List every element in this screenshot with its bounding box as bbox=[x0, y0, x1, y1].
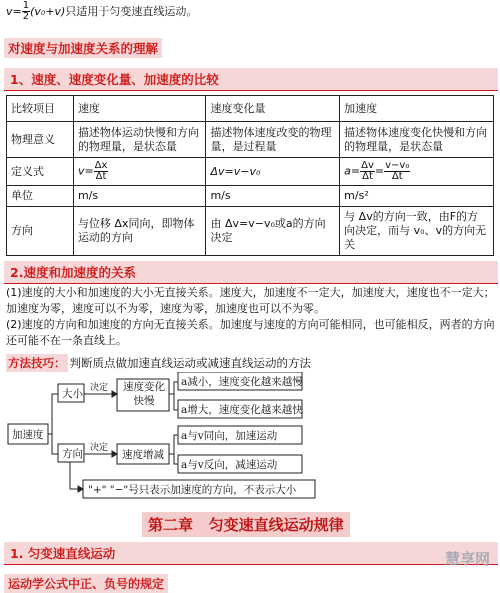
paragraph-magnitude: (1)速度的大小和加速度的大小无直接关系。速度大，加速度不一定大，加速度大，速度也不一定大；加速度为零，速度可以不为零，速度为零，加速度也可以不为零。 bbox=[6, 286, 495, 315]
table-cell: m/s bbox=[206, 186, 340, 207]
chapter-title: 第二章 匀变速直线运动规律 bbox=[142, 512, 350, 537]
half-fraction: $\frac{1}{2}$ bbox=[22, 0, 30, 22]
subsection-header-sign-rule: 运动学公式中正、负号的规定 bbox=[4, 574, 168, 593]
table-row bbox=[7, 186, 494, 207]
table-cell-delta-v-formula: Δv=v−v₀ bbox=[206, 158, 340, 186]
diagram-root-label: 加速度 bbox=[12, 429, 44, 441]
section-header-speed-accel: 对速度与加速度关系的理解 bbox=[4, 38, 162, 58]
row-label: 单位 bbox=[7, 186, 74, 207]
diagram-a-small: a减小，速度变化越来越慢 bbox=[181, 376, 303, 388]
row-label: 方向 bbox=[7, 207, 74, 256]
table-cell: 与 Δv的方向一致，由F的方向决定，而与 v₀、v的方向无关 bbox=[340, 207, 494, 256]
diagram-size-label: 大小 bbox=[62, 388, 83, 400]
diagram-speed-change-label: 速度变化 快慢 bbox=[123, 381, 165, 407]
table-row bbox=[7, 158, 494, 186]
table-cell: 描述物体速度改变的物理量，是过程量 bbox=[206, 122, 340, 158]
method-tip bbox=[6, 354, 311, 372]
diagram-decide-label-1: 决定 bbox=[90, 383, 109, 393]
method-label: 方法技巧： bbox=[8, 356, 66, 370]
subsection-header-comparison: 1、速度、速度变化量、加速度的比较 bbox=[4, 68, 498, 91]
formula-rest: (v₀+v) bbox=[30, 4, 66, 18]
table-header-cell: 速度变化量 bbox=[206, 96, 340, 122]
table-cell: m/s² bbox=[340, 186, 494, 207]
formula-eq: = bbox=[12, 4, 22, 18]
diagram-direction-label: 方向 bbox=[62, 448, 83, 460]
diagram-decide-label-2: 决定 bbox=[90, 443, 109, 453]
table-cell: m/s bbox=[73, 186, 206, 207]
table-header-cell: 速度 bbox=[73, 96, 206, 122]
row-label: 物理意义 bbox=[7, 122, 74, 158]
diagram-same-dir: a与v同向，加速运动 bbox=[181, 430, 278, 442]
formula-note: 只适用于匀变速直线运动。 bbox=[65, 5, 198, 18]
subsection-header-relationship: 2.速度和加速度的关系 bbox=[4, 261, 498, 284]
top-formula bbox=[6, 0, 197, 22]
diagram-opp-dir: a与v反向，减速运动 bbox=[181, 459, 278, 471]
comparison-table bbox=[6, 95, 494, 256]
table-row bbox=[7, 122, 494, 158]
table-header-cell: 加速度 bbox=[340, 96, 494, 122]
table-cell-accel-formula: a= $\frac{\Delta v}{\Delta t}$ = $\frac{\text{v−v₀}}{\Delta t}$ bbox=[340, 158, 494, 186]
table-cell: 描述物体运动快慢和方向的物理量，是状态量 bbox=[73, 122, 206, 158]
diagram-note: "+" "−"号只表示加速度的方向，不表示大小 bbox=[88, 484, 297, 496]
table-cell: 由 Δv=v−v₀或a的方向决定 bbox=[206, 207, 340, 256]
diagram-a-big: a增大，速度变化越来越快 bbox=[181, 404, 303, 416]
row-label: 定义式 bbox=[7, 158, 74, 186]
table-cell: 与位移 Δx同向，即物体运动的方向 bbox=[73, 207, 206, 256]
paragraph-direction: (2)速度的方向和加速度的方向无直接关系。加速度与速度的方向可能相同，也可能相反，两者的方向还可能不在一条直线上。 bbox=[6, 318, 495, 347]
table-cell-velocity-formula: v= $\frac{\Delta x}{\Delta t}$ bbox=[73, 158, 206, 186]
table-header-row bbox=[7, 96, 494, 122]
table-cell: 描述物体速度变化快慢和方向的物理量，是状态量 bbox=[340, 122, 494, 158]
table-header-cell: 比较项目 bbox=[7, 96, 74, 122]
formula-lhs: v bbox=[6, 4, 13, 18]
table-row bbox=[7, 207, 494, 256]
diagram-speed-incdec-label: 速度增减 bbox=[122, 449, 164, 461]
method-text: 判断质点做加速直线运动或减速直线运动的方法 bbox=[69, 356, 311, 370]
watermark: 慧享网 bbox=[444, 550, 490, 568]
subsection-header-uniform-accel: 1. 匀变速直线运动 bbox=[4, 542, 498, 565]
